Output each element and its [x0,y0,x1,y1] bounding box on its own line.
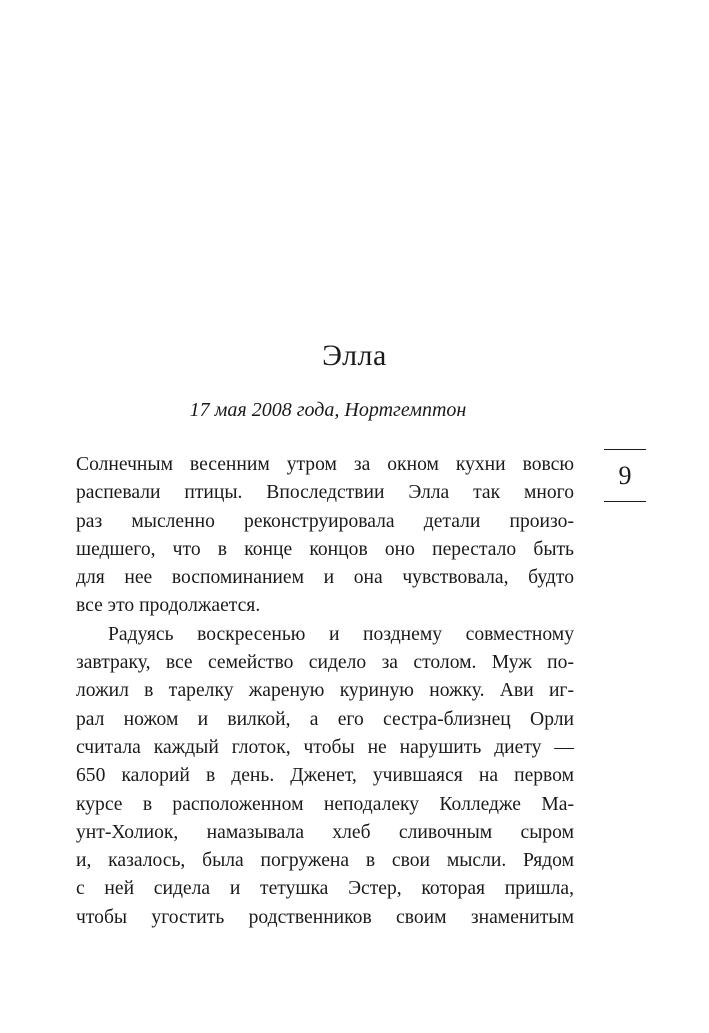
chapter-title: Элла [322,339,387,372]
text-line: все это продолжается. [76,595,261,617]
text-line: ложил в тарелку жареную куриную ножку. Ави иг- [76,680,574,702]
page-number [604,449,646,502]
text-line: с ней сидела и тетушка Эстер, которая пришла, [76,878,574,900]
body-text [76,451,574,932]
text-line: Солнечным весенним утром за окном кухни вовсю [76,454,574,475]
text-line: Радуясь воскресенью и позднему совместному [108,623,574,645]
text-line: и, казалось, была погружена в свои мысли. Рядом [76,850,574,872]
text-line: раз мысленно реконструировала детали произо- [76,510,574,532]
text-line: распевали птицы. Впоследствии Элла так много [76,482,574,504]
text-line: чтобы угостить родственников своим знаменитым [76,906,574,928]
paragraph-2 [76,621,574,932]
paragraph-1 [76,451,574,621]
text-line: завтраку, все семейство сидело за столом. Муж по- [76,652,574,674]
text-line: курсе в расположенном неподалеку Колледже Ма- [76,793,574,815]
text-line: шедшего, что в конце концов оно перестало быть [76,538,574,560]
text-line: рал ножом и вилкой, а его сестра-близнец Орли [76,708,574,730]
text-line: для нее воспоминанием и она чувствовала, будто [76,567,574,589]
chapter-dateline: 17 мая 2008 года, Нортгемптон [189,399,467,421]
text-line: 650 калорий в день. Дженет, учившаяся на первом [76,765,574,787]
text-line: унт-Холиок, намазывала хлеб сливочным сыром [76,821,574,843]
text-line: считала каждый глоток, чтобы не нарушить диету — [76,736,574,758]
page-number-label: 9 [618,460,632,490]
